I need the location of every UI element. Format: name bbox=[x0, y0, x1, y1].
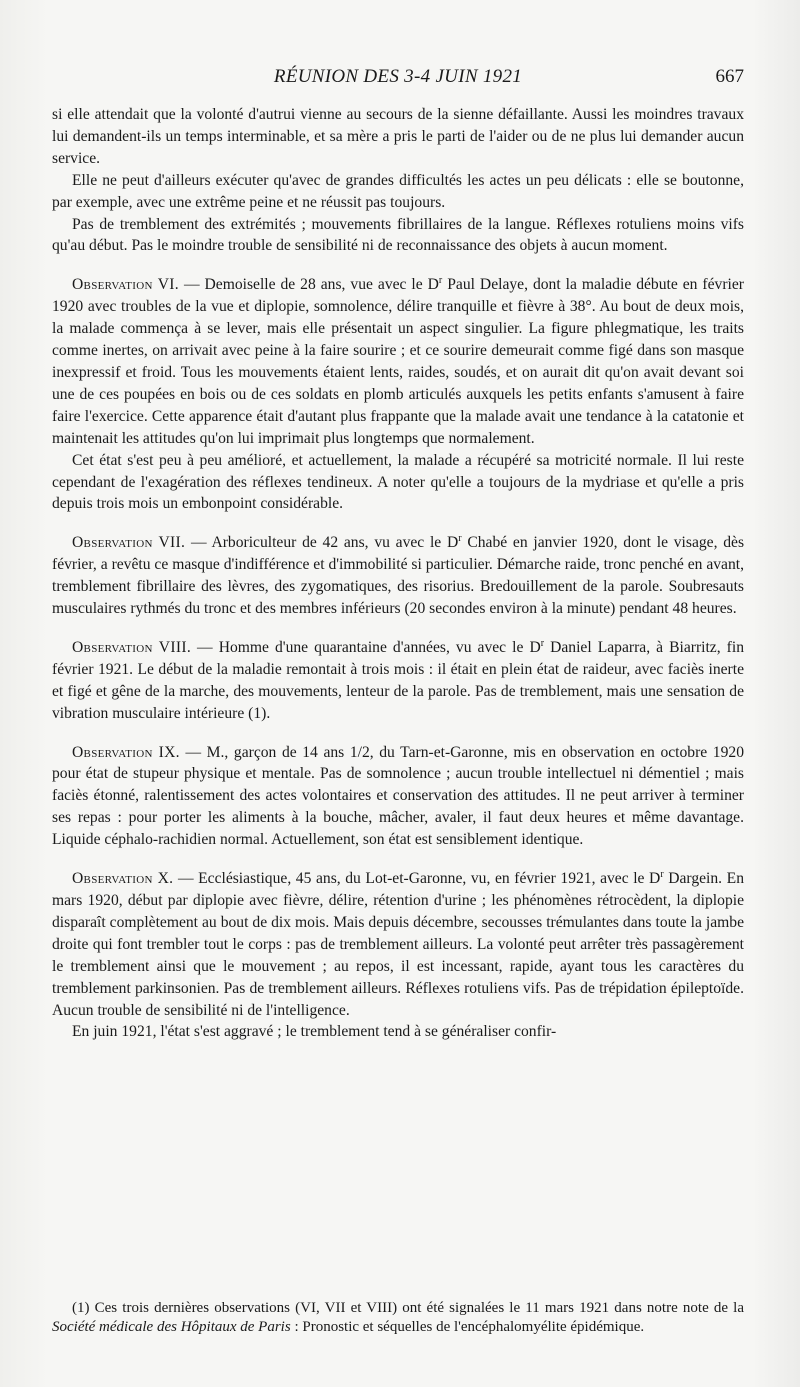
footnote bbox=[52, 1299, 744, 1337]
superscript: r bbox=[458, 533, 462, 545]
superscript: r bbox=[540, 637, 545, 649]
observation-text: — Homme d'une quarantaine d'années, vu avec le D bbox=[191, 638, 541, 656]
observation-label: Observation X. bbox=[72, 870, 174, 888]
paragraph: En juin 1921, l'état s'est aggravé ; le tremblement tend à se généraliser confir- bbox=[72, 1023, 557, 1041]
footnote-journal: Société médicale des Hôpitaux de Paris bbox=[52, 1319, 291, 1335]
superscript: r bbox=[660, 868, 664, 880]
superscript: r bbox=[438, 275, 443, 287]
observation-10 bbox=[52, 868, 744, 1021]
observation-text: Paul Delaye, dont la maladie débute en février 1920 avec troubles de la vue et diplopie, somnolence, délire tranquille et fièvre à 38°. Au bout de deux mois, la malade commença à se lever, mais elle présentait un aspect singulier. La figure phlegmatique, les traits comme inertes, on arrivait avec peine à la faire sourire ; et ce sourire demeurait comme figé dans son masque inexpressif et froid. Tous les mouvements étaient lents, raides, soudés, et on aurait dit qu'on avait devant soi une de ces poupées en bois ou de ces soldats en plomb articulés auxquels les petits enfants s'amusent à faire faire l'exercice. Cette apparence était d'autant plus frappante que la malade avait une tendance à la catatonie et maintenait les attitudes qu'on lui imprimait plus longtemps que normalement. bbox=[52, 276, 744, 447]
observation-8 bbox=[52, 637, 744, 725]
paragraph: Cet état s'est peu à peu amélioré, et actuellement, la malade a récupéré sa motricité normale. Il lui reste cependant de l'exagération des réflexes tendineux. A noter qu'elle a toujours de la mydriase et qu'elle a pris depuis trois mois un embonpoint considérable. bbox=[52, 451, 744, 513]
paragraph: Pas de tremblement des extrémités ; mouvements fibrillaires de la langue. Réflexes rotuliens moins vifs qu'au début. Pas le moindre trouble de sensibilité ni de reconnaissance des objets à aucun moment. bbox=[52, 215, 744, 255]
running-title: RÉUNION DES 3-4 JUIN 1921 bbox=[273, 66, 523, 87]
observation-label: Observation VI. bbox=[72, 276, 179, 294]
page-header bbox=[52, 66, 744, 90]
observation-7 bbox=[52, 532, 744, 620]
body-text bbox=[52, 104, 744, 1043]
observation-text: — Ecclésiastique, 45 ans, du Lot-et-Garonne, vu, en février 1921, avec le D bbox=[173, 870, 661, 888]
observation-text: — Arboriculteur de 42 ans, vu avec le D bbox=[185, 534, 459, 552]
footnote-text: (1) Ces trois dernières observations (VI, VII et VIII) ont été signalées le 11 mars 1921 dans notre note de la bbox=[72, 1300, 744, 1316]
observation-label: Observation IX. bbox=[72, 743, 180, 761]
observation-6 bbox=[52, 274, 744, 449]
paragraph-continuation: si elle attendait que la volonté d'autrui vienne au secours de la sienne défaillante. Aussi les moindres travaux lui demandent-ils un temps interminable, et sa mère a pris le parti de l'aider ou de ne plus lui demander aucun service. bbox=[52, 106, 744, 167]
observation-text: — Demoiselle de 28 ans, vue avec le D bbox=[178, 276, 439, 294]
observation-text: — M., garçon de 14 ans 1/2, du Tarn-et-Garonne, mis en observation en octobre 1920 pour état de stupeur physique et mentale. Pas de somnolence ; aucun trouble intellectuel ni démentiel ; mais faciès étonné, ralentissement des actes volontaires et conservation des attitudes. Il ne peut arriver à terminer ses repas : pour porter les aliments à la bouche, mâcher, avaler, il faut deux heures et même davantage. Liquide céphalo-rachidien normal. Actuellement, son état est sensiblement identique. bbox=[52, 743, 744, 849]
observation-text: Chabé en janvier 1920, dont le visage, dès février, a revêtu ce masque d'indifférence et d'immobilité si particulier. Démarche raide, tronc penché en avant, tremblement fibrillaire des lèvres, des zygomatiques, des risorius. Bredouillement de la parole. Soubresauts musculaires rythmés du tronc et des membres inférieurs (20 secondes environ à la minute) pendant 48 heures. bbox=[52, 534, 745, 618]
paragraph: Elle ne peut d'ailleurs exécuter qu'avec de grandes difficultés les actes un peu délicats : elle se boutonne, par exemple, avec une extrême peine et ne réussit pas toujours. bbox=[52, 171, 744, 211]
observation-9 bbox=[52, 742, 744, 852]
observation-label: Observation VII. bbox=[72, 534, 186, 552]
footnote-text: : Pronostic et séquelles de l'encéphalomyélite épidémique. bbox=[290, 1319, 645, 1335]
observation-text: Dargein. En mars 1920, début par diplopie avec fièvre, délire, rétention d'urine ; les phénomènes rétrocèdent, la diplopie disparaît complètement au bout de dix mois. Mais depuis décembre, secousses trémulantes dans toute la jambe droite qui font trembler tout le corps : pas de tremblement ailleurs. La volonté peut arrêter très passagèrement le tremblement ainsi que le mouvement ; au repos, il est incessant, rapide, ayant tous les caractères du tremblement parkinsonien. Pas de tremblement ailleurs. Réflexes rotuliens vifs. Pas de trépidation épileptoïde. Aucun trouble de sensibilité ni de l'intelligence. bbox=[52, 870, 744, 1019]
observation-label: Observation VIII. bbox=[72, 638, 192, 656]
observation-text: Daniel Laparra, à Biarritz, fin février 1921. Le début de la maladie remontait à trois mois : il était en plein état de raideur, avec faciès inerte et figé et gêne de la marche, des mouvements, lenteur de la parole. Pas de tremblement, mais une sensation de vibration musculaire intérieure (1). bbox=[52, 638, 744, 722]
page-number: 667 bbox=[715, 66, 744, 87]
